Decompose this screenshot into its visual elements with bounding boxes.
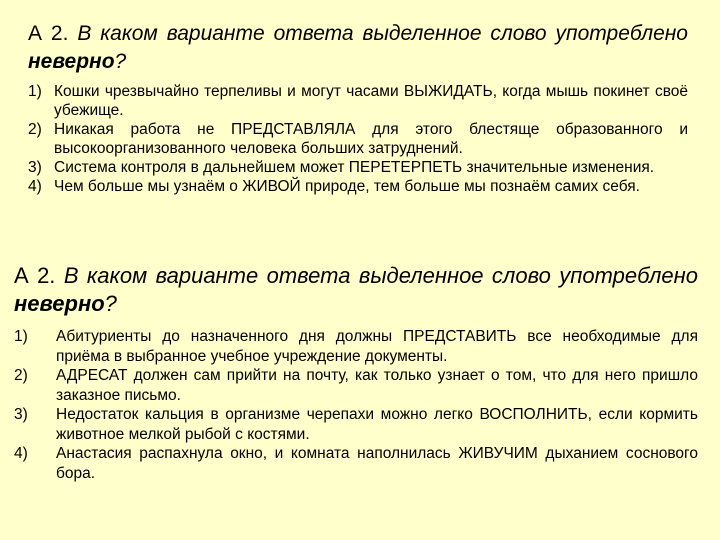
answer-option: [28, 120, 688, 158]
option-number: 2): [14, 367, 28, 384]
question-bold-word: неверно: [14, 291, 105, 316]
question-lead: В каком варианте ответа выделенное слово: [77, 22, 547, 45]
option-text: Чем больше мы узнаём о ЖИВОЙ природе, тем больше мы познаём самих себя.: [54, 178, 640, 195]
task-block-2: [14, 262, 698, 483]
answer-option: [28, 158, 688, 177]
option-text: Абитуриенты до назначенного дня должны ПРЕДСТАВИТЬ все необходимые для приёма в выбранное учебное учреждение документы.: [56, 328, 698, 365]
option-number: 1): [28, 83, 42, 100]
task-question: [28, 20, 688, 76]
answer-option: [28, 82, 688, 120]
option-text: Недостаток кальция в организме черепахи можно легко ВОСПОЛНИТЬ, если кормить животное мелкой рыбой с костями.: [56, 406, 698, 443]
option-number: 1): [14, 328, 28, 345]
task-number: А 2.: [14, 263, 56, 288]
option-number: 3): [14, 406, 28, 423]
question-italic-word: употреблено: [555, 22, 688, 45]
question-end: ?: [104, 291, 117, 316]
task-block-1: [28, 20, 688, 196]
question-italic-word: употреблено: [559, 263, 698, 288]
answer-options-list: [14, 327, 698, 483]
option-text: АДРЕСАТ должен сам прийти на почту, как только узнает о том, что для него пришло заказное письмо.: [56, 367, 698, 404]
option-number: 4): [28, 178, 42, 195]
answer-option: [14, 327, 698, 366]
option-text: Никакая работа не ПРЕДСТАВЛЯЛА для этого блестяще образованного и высокоорганизованного человека больших затруднений.: [54, 121, 688, 157]
answer-option: [28, 177, 688, 196]
option-number: 4): [14, 445, 28, 462]
answer-option: [14, 405, 698, 444]
question-end: ?: [114, 50, 127, 73]
option-number: 2): [28, 121, 42, 138]
option-text: Кошки чрезвычайно терпеливы и могут часами ВЫЖИДАТЬ, когда мышь покинет своё убежище.: [54, 83, 688, 119]
option-number: 3): [28, 159, 42, 176]
answer-option: [14, 366, 698, 405]
task-question: [14, 262, 698, 318]
option-text: Система контроля в дальнейшем может ПЕРЕТЕРПЕТЬ значительные изменения.: [54, 159, 655, 176]
task-number: А 2.: [28, 22, 69, 45]
question-bold-word: неверно: [28, 50, 115, 73]
option-text: Анастасия распахнула окно, и комната наполнилась ЖИВУЧИМ дыханием соснового бора.: [56, 445, 698, 482]
question-lead: В каком варианте ответа выделенное слово: [63, 263, 551, 288]
answer-options-list: [28, 82, 688, 196]
answer-option: [14, 444, 698, 483]
